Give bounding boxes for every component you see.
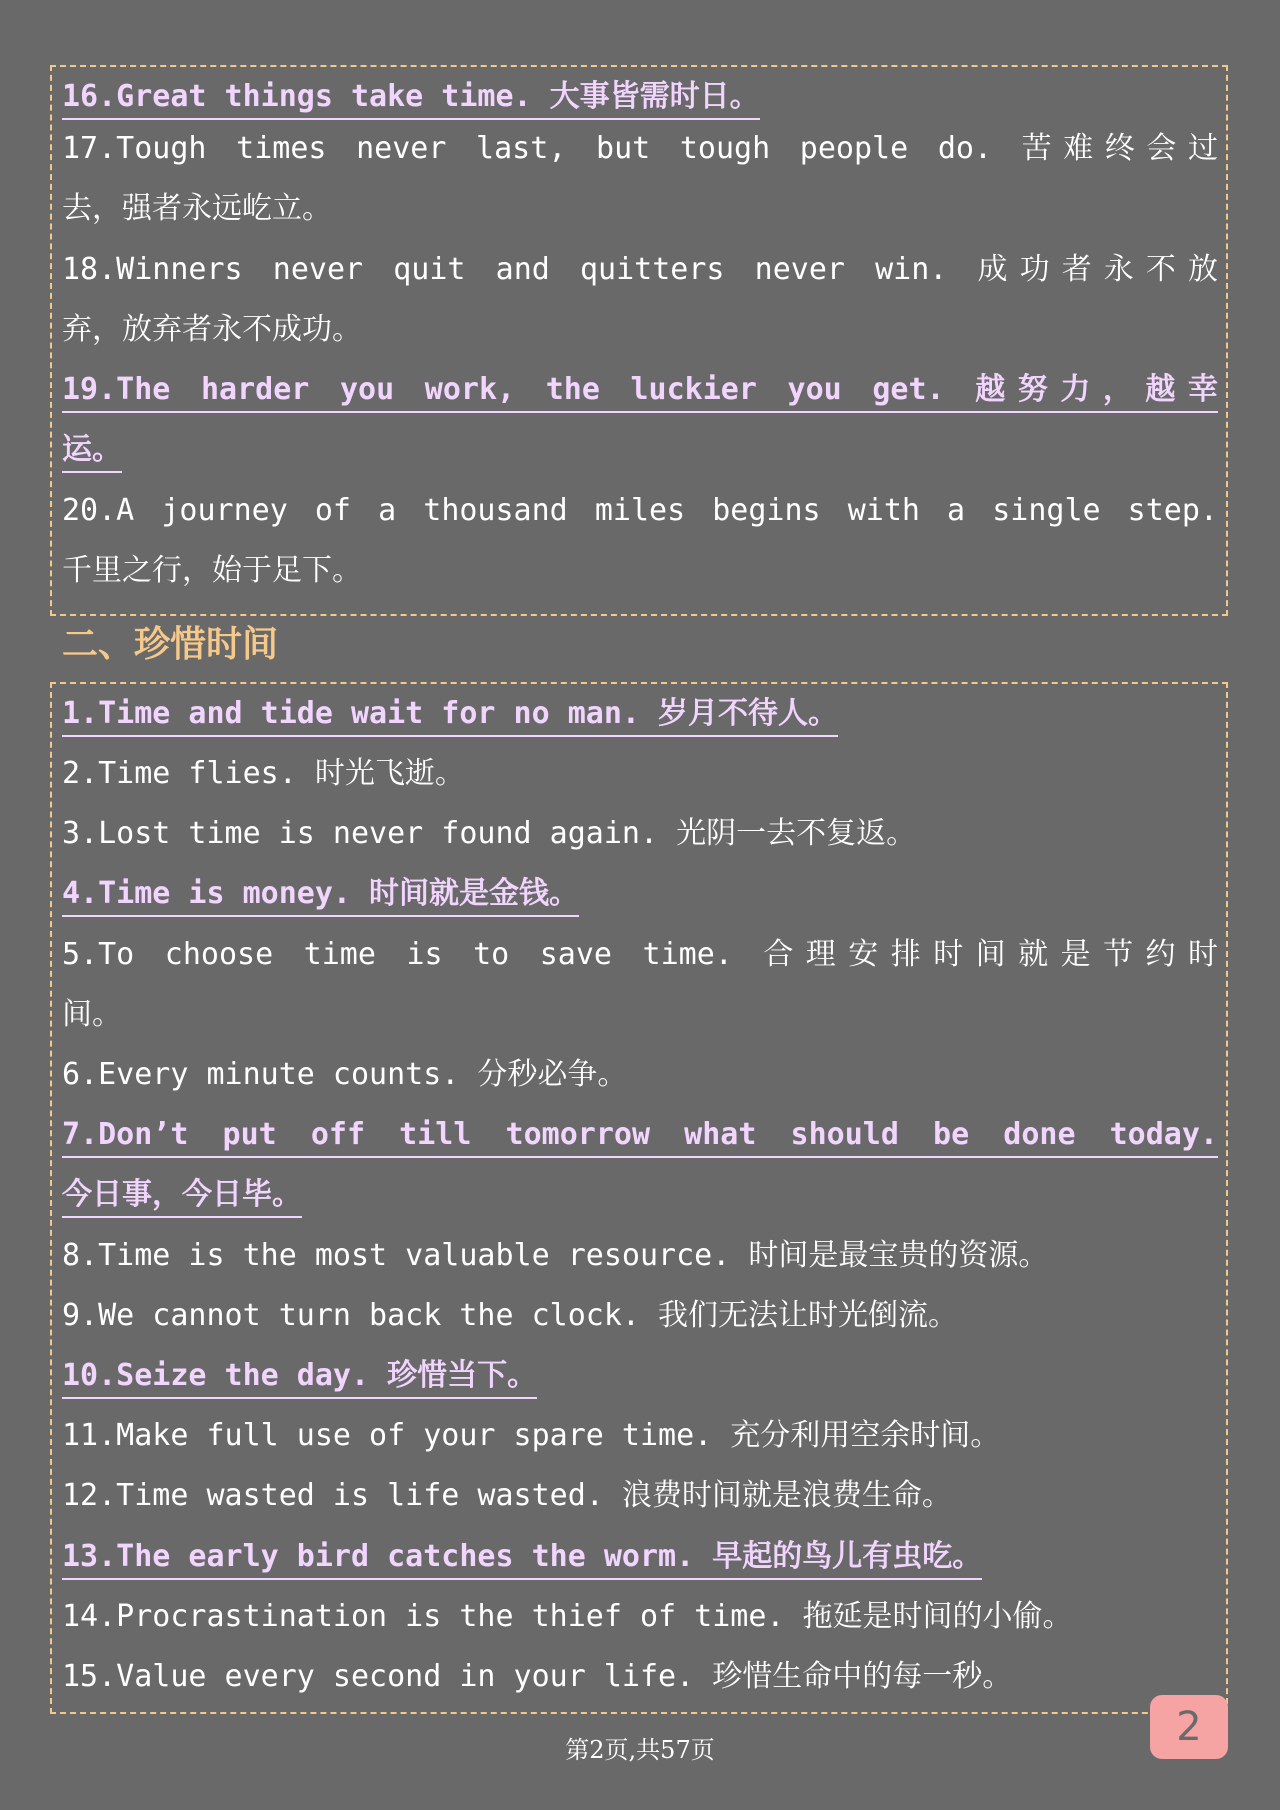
page-footer: 第2页,共57页 <box>565 1736 715 1764</box>
quote-text-highlight: 1.Time and tide wait for no man. 岁月不待人。 <box>62 696 838 737</box>
quote-line <box>62 1165 1218 1225</box>
quote-line <box>62 67 1218 127</box>
page-number-badge: 2 <box>1150 1695 1228 1759</box>
quote-line <box>62 1105 1218 1165</box>
quote-line: 5.To choose time is to save time. 合理安排时间就是节约时 <box>62 937 1218 972</box>
quote-line: 弃，放弃者永不成功。 <box>62 312 362 347</box>
quote-text-highlight: 4.Time is money. 时间就是金钱。 <box>62 876 579 917</box>
quote-line: 17.Tough times never last, but tough people do. 苦难终会过 <box>62 131 1218 166</box>
quote-line: 6.Every minute counts. 分秒必争。 <box>62 1057 628 1092</box>
quote-line <box>62 684 1218 744</box>
quote-line: 8.Time is the most valuable resource. 时间是最宝贵的资源。 <box>62 1238 1049 1273</box>
quote-line: 14.Procrastination is the thief of time. 拖延是时间的小偷。 <box>62 1599 1073 1634</box>
quote-text-highlight: 16.Great things take time. 大事皆需时日。 <box>62 79 760 120</box>
quote-text-highlight: 19.The harder you work, the luckier you get. 越努力，越幸 <box>62 372 1218 413</box>
quote-line <box>62 1346 1218 1406</box>
quote-line: 2.Time flies. 时光飞逝。 <box>62 756 465 791</box>
quote-line: 3.Lost time is never found again. 光阴一去不复返。 <box>62 816 917 851</box>
quote-text-highlight: 运。 <box>62 432 122 473</box>
quote-box-section1 <box>50 65 1228 616</box>
section-heading: 二、珍惜时间 <box>62 624 279 665</box>
quote-line <box>62 420 1218 480</box>
quote-line <box>62 864 1218 924</box>
quote-text-highlight: 13.The early bird catches the worm. 早起的鸟儿有虫吃。 <box>62 1539 982 1580</box>
quote-line: 千里之行，始于足下。 <box>62 553 362 588</box>
quote-line: 12.Time wasted is life wasted. 浪费时间就是浪费生命。 <box>62 1478 952 1513</box>
quote-line: 间。 <box>62 997 122 1032</box>
quote-line: 15.Value every second in your life. 珍惜生命中的每一秒。 <box>62 1659 1013 1694</box>
quote-line: 11.Make full use of your spare time. 充分利用空余时间。 <box>62 1418 1001 1453</box>
quote-text-highlight: 7.Don’t put off till tomorrow what should be done today. <box>62 1117 1218 1158</box>
quote-line: 18.Winners never quit and quitters never win. 成功者永不放 <box>62 252 1218 287</box>
quote-text-highlight: 10.Seize the day. 珍惜当下。 <box>62 1358 537 1399</box>
quote-line <box>62 360 1218 420</box>
quote-text-highlight: 今日事，今日毕。 <box>62 1177 302 1218</box>
quote-line: 9.We cannot turn back the clock. 我们无法让时光倒流。 <box>62 1298 959 1333</box>
quote-line <box>62 1527 1218 1587</box>
quote-box-section2 <box>50 682 1228 1714</box>
quote-line: 20.A journey of a thousand miles begins with a single step. <box>62 493 1218 528</box>
quote-line: 去，强者永远屹立。 <box>62 191 332 226</box>
